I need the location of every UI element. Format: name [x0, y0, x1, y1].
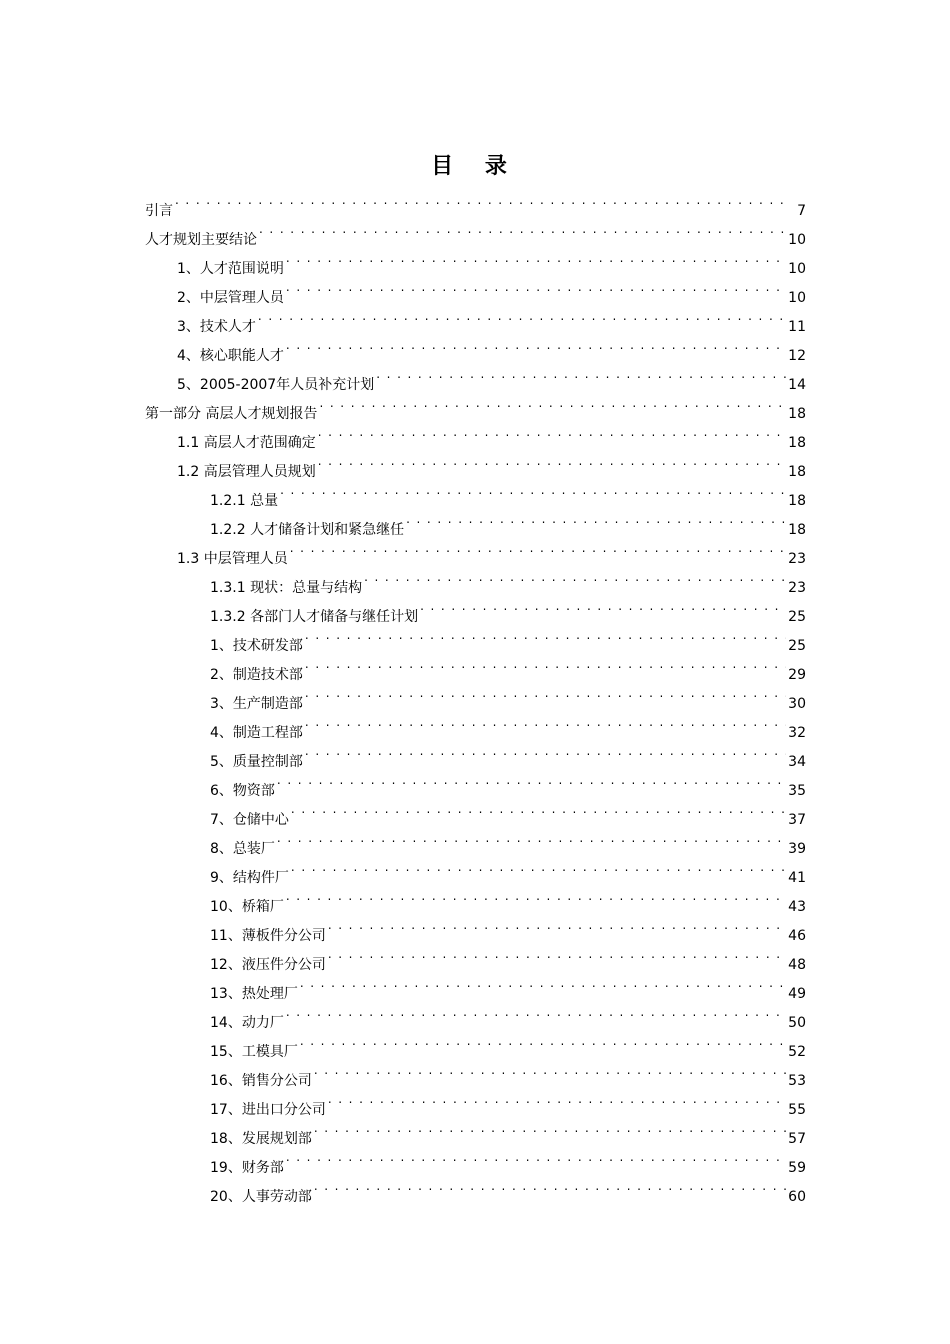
toc-entry[interactable]: [210, 1172, 806, 1205]
toc-page-number: 50: [788, 1015, 806, 1031]
toc-entry[interactable]: [145, 186, 806, 219]
toc-entry-title: 10、桥箱厂: [210, 899, 284, 915]
toc-dot-leader: [314, 1056, 786, 1085]
toc-entry-title: 3、生产制造部: [210, 696, 303, 712]
toc-dot-leader: [290, 534, 786, 563]
toc-dot-leader: [420, 592, 786, 621]
toc-entry[interactable]: [177, 447, 806, 480]
toc-page-number: 14: [788, 377, 806, 393]
toc-entry-title: 引言: [145, 203, 173, 219]
toc-dot-leader: [319, 389, 786, 418]
toc-entry-title: 6、物资部: [210, 783, 275, 799]
toc-entry-title: 第一部分 高层人才规划报告: [145, 406, 318, 422]
toc-page-number: 39: [788, 841, 806, 857]
toc-dot-leader: [286, 998, 786, 1027]
toc-entry-title: 1.2.1 总量: [210, 493, 279, 509]
toc-entry-title: 1.1 高层人才范围确定: [177, 435, 316, 451]
toc-entry[interactable]: [177, 331, 806, 364]
toc-entry[interactable]: [177, 273, 806, 306]
toc-entry-title: 8、总装厂: [210, 841, 275, 857]
toc-entry-title: 5、质量控制部: [210, 754, 303, 770]
toc-entry[interactable]: [210, 592, 806, 625]
toc-dot-leader: [318, 447, 786, 476]
toc-page-number: 53: [788, 1073, 806, 1089]
toc-dot-leader: [305, 679, 786, 708]
toc-dot-leader: [364, 563, 786, 592]
toc-dot-leader: [280, 476, 786, 505]
toc-dot-leader: [305, 621, 786, 650]
toc-page-number: 18: [788, 435, 806, 451]
toc-entry[interactable]: [210, 679, 806, 712]
toc-entry[interactable]: [210, 1056, 806, 1089]
toc-entry[interactable]: [210, 1027, 806, 1060]
toc-page-number: 57: [788, 1131, 806, 1147]
toc-dot-leader: [305, 650, 786, 679]
toc-entry[interactable]: [210, 998, 806, 1031]
toc-entry-title: 4、核心职能人才: [177, 348, 284, 364]
toc-page-number: 23: [788, 551, 806, 567]
toc-page-number: 18: [788, 493, 806, 509]
toc-dot-leader: [406, 505, 786, 534]
toc-dot-leader: [328, 1085, 786, 1114]
toc-page-number: 46: [788, 928, 806, 944]
toc-entry[interactable]: [210, 940, 806, 973]
toc-entry-title: 18、发展规划部: [210, 1131, 312, 1147]
toc-dot-leader: [376, 360, 786, 389]
toc-entry[interactable]: [210, 476, 806, 509]
toc-page-number: 18: [788, 464, 806, 480]
toc-entry-title: 5、2005-2007年人员补充计划: [177, 377, 375, 393]
toc-dot-leader: [286, 1143, 786, 1172]
toc-page-number: 48: [788, 957, 806, 973]
toc-entry[interactable]: [210, 824, 806, 857]
toc-entry-title: 20、人事劳动部: [210, 1189, 312, 1205]
toc-entry[interactable]: [210, 737, 806, 770]
toc-page-number: 18: [788, 406, 806, 422]
toc-entry-title: 7、仓储中心: [210, 812, 289, 828]
toc-page-number: 60: [788, 1189, 806, 1205]
toc-entry-title: 9、结构件厂: [210, 870, 289, 886]
toc-dot-leader: [300, 969, 786, 998]
toc-page-number: 10: [788, 290, 806, 306]
toc-dot-leader: [328, 911, 786, 940]
toc-dot-leader: [305, 737, 786, 766]
toc-entry[interactable]: [145, 215, 806, 248]
toc-page-number: 23: [788, 580, 806, 596]
toc-entry-title: 17、进出口分公司: [210, 1102, 326, 1118]
toc-entry[interactable]: [210, 1143, 806, 1176]
toc-entry[interactable]: [210, 882, 806, 915]
toc-page-number: 25: [788, 609, 806, 625]
toc-dot-leader: [291, 853, 786, 882]
toc-dot-leader: [286, 273, 786, 302]
toc-entry-title: 15、工模具厂: [210, 1044, 298, 1060]
toc-entry-title: 14、动力厂: [210, 1015, 284, 1031]
toc-page-number: 10: [788, 261, 806, 277]
toc-page-number: 49: [788, 986, 806, 1002]
toc-dot-leader: [286, 882, 786, 911]
toc-entry[interactable]: [177, 418, 806, 451]
toc-page-number: 34: [788, 754, 806, 770]
toc-page-number: 11: [788, 319, 806, 335]
toc-list: [0, 186, 950, 1205]
toc-entry[interactable]: [210, 505, 806, 538]
toc-page-number: 52: [788, 1044, 806, 1060]
toc-entry-title: 12、液压件分公司: [210, 957, 326, 973]
toc-page-number: 10: [788, 232, 806, 248]
toc-entry[interactable]: [210, 1085, 806, 1118]
toc-page-number: 59: [788, 1160, 806, 1176]
toc-dot-leader: [258, 302, 786, 331]
toc-entry-title: 16、销售分公司: [210, 1073, 312, 1089]
toc-entry-title: 1、技术研发部: [210, 638, 303, 654]
toc-entry[interactable]: [210, 969, 806, 1002]
toc-entry[interactable]: [177, 244, 806, 277]
toc-dot-leader: [314, 1114, 786, 1143]
toc-entry[interactable]: [210, 650, 806, 683]
toc-page-number: 32: [788, 725, 806, 741]
toc-page-number: 37: [788, 812, 806, 828]
toc-entry-title: 人才规划主要结论: [145, 232, 257, 248]
toc-entry-title: 1、人才范围说明: [177, 261, 284, 277]
toc-page-number: 30: [788, 696, 806, 712]
toc-page-number: 35: [788, 783, 806, 799]
toc-page-number: 29: [788, 667, 806, 683]
toc-entry[interactable]: [210, 853, 806, 886]
toc-dot-leader: [259, 215, 786, 244]
toc-title: 目 录: [431, 153, 519, 179]
toc-dot-leader: [328, 940, 786, 969]
toc-entry-title: 2、制造技术部: [210, 667, 303, 683]
toc-page-number: 12: [788, 348, 806, 364]
toc-entry-title: 1.3 中层管理人员: [177, 551, 288, 567]
toc-dot-leader: [286, 331, 786, 360]
toc-dot-leader: [300, 1027, 786, 1056]
toc-entry[interactable]: [210, 621, 806, 654]
toc-entry-title: 13、热处理厂: [210, 986, 298, 1002]
toc-entry[interactable]: [210, 766, 806, 799]
toc-entry-title: 11、薄板件分公司: [210, 928, 326, 944]
toc-entry[interactable]: [177, 534, 806, 567]
toc-entry-title: 19、财务部: [210, 1160, 284, 1176]
toc-page-number: 43: [788, 899, 806, 915]
toc-dot-leader: [318, 418, 786, 447]
toc-dot-leader: [286, 244, 786, 273]
toc-entry-title: 1.3.2 各部门人才储备与继任计划: [210, 609, 419, 625]
toc-dot-leader: [314, 1172, 786, 1201]
toc-page-number: 18: [788, 522, 806, 538]
toc-dot-leader: [277, 824, 786, 853]
toc-entry-title: 1.2.2 人才储备计划和紧急继任: [210, 522, 405, 538]
toc-entry-title: 1.2 高层管理人员规划: [177, 464, 316, 480]
toc-dot-leader: [305, 708, 786, 737]
toc-entry[interactable]: [177, 360, 806, 393]
toc-entry[interactable]: [210, 1114, 806, 1147]
toc-dot-leader: [175, 186, 788, 215]
toc-entry-title: 2、中层管理人员: [177, 290, 284, 306]
toc-entry-title: 3、技术人才: [177, 319, 256, 335]
toc-dot-leader: [291, 795, 786, 824]
toc-page-number: 25: [788, 638, 806, 654]
toc-page-number: 41: [788, 870, 806, 886]
toc-page-number: 7: [797, 203, 806, 219]
toc-entry[interactable]: [210, 795, 806, 828]
toc-page-number: 55: [788, 1102, 806, 1118]
toc-entry-title: 4、制造工程部: [210, 725, 303, 741]
toc-entry[interactable]: [210, 563, 806, 596]
toc-entry-title: 1.3.1 现状：总量与结构: [210, 580, 363, 596]
toc-entry[interactable]: [210, 708, 806, 741]
toc-entry[interactable]: [145, 389, 806, 422]
toc-entry[interactable]: [177, 302, 806, 335]
toc-entry[interactable]: [210, 911, 806, 944]
toc-dot-leader: [277, 766, 786, 795]
